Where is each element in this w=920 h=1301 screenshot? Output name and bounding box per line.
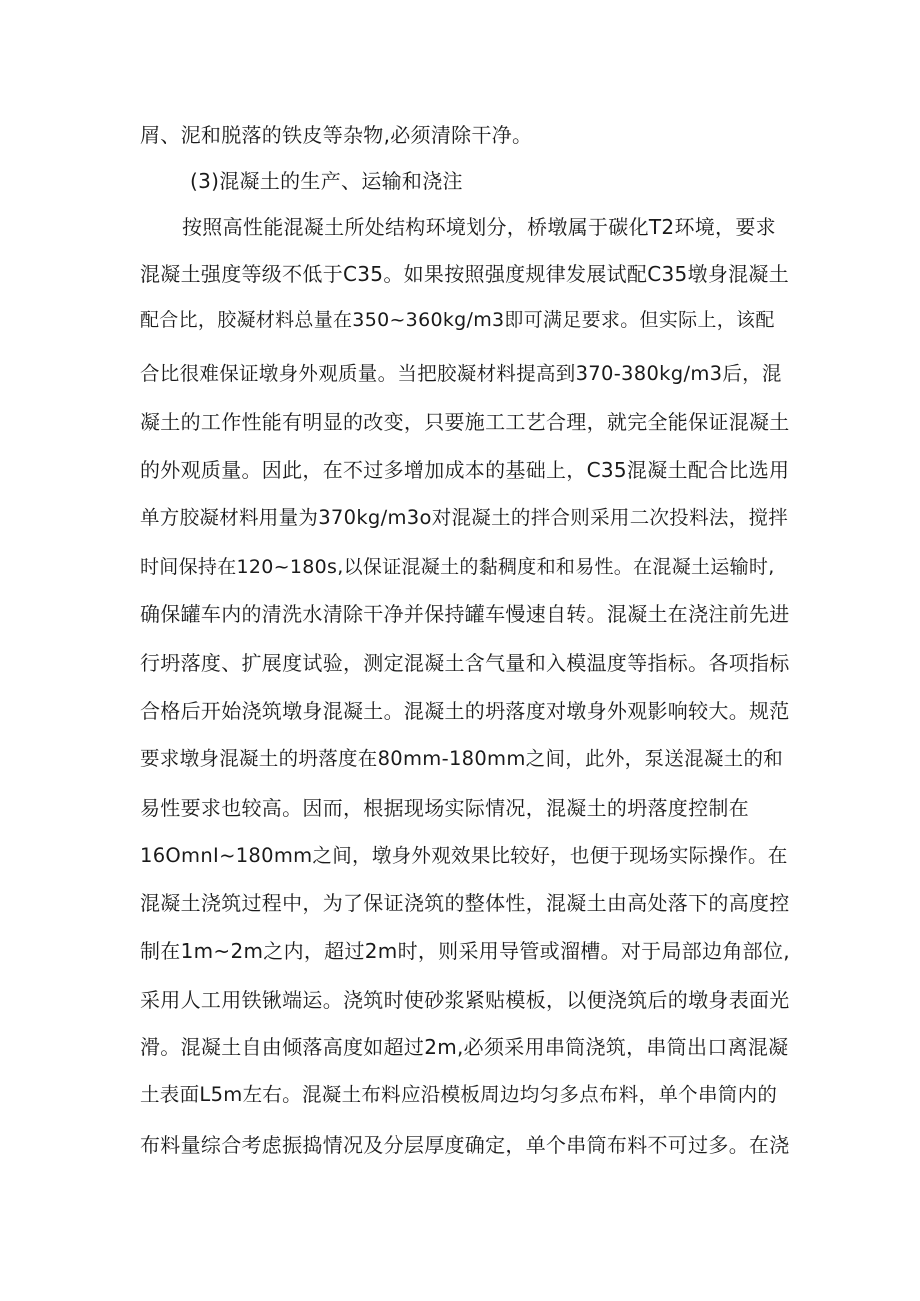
- text-line-16: 16OmnI~180mm之间，墩身外观效果比较好，也便于现场实际操作。在: [140, 844, 788, 867]
- text-line-15: 易性要求也较高。因而，根据现场实际情况，混凝土的坍落度控制在: [140, 796, 749, 820]
- text-line-21: 土表面L5m左右。混凝土布料应沿模板周边均匀多点布料，单个串筒内的: [140, 1083, 778, 1106]
- text-line-14: 要求墩身混凝土的坍落度在80mm-180mm之间，此外，泵送混凝土的和: [140, 747, 784, 770]
- text-line-9: 单方胶凝材料用量为370kg∕m3o对混凝土的拌合则采用二次投料法，搅拌: [140, 506, 789, 529]
- text-line-6: 合比很难保证墩身外观质量。当把胶凝材料提高到370-380kg∕m3后，混: [140, 362, 782, 385]
- text-line-4: 混凝土强度等级不低于C35。如果按照强度规律发展试配C35墩身混凝土: [140, 262, 790, 286]
- text-line-10: 时间保持在120~180s,以保证混凝土的黏稠度和和易性。在混凝土运输时,: [140, 556, 775, 578]
- text-line-13: 合格后开始浇筑墩身混凝土。混凝土的坍落度对墩身外观影响较大。规范: [140, 699, 790, 723]
- text-line-11: 确保罐车内的清洗水清除干净并保持罐车慢速自转。混凝土在浇注前先进: [140, 602, 790, 626]
- text-line-22: 布料量综合考虑振捣情况及分层厚度确定，单个串筒布料不可过多。在浇: [140, 1133, 790, 1157]
- text-line-5: 配合比，胶凝材料总量在350~360kg∕m3即可满足要求。但实际上，该配: [140, 309, 775, 331]
- text-line-3: 按照高性能混凝土所处结构环境划分，桥墩属于碳化T2环境，要求: [182, 215, 776, 239]
- text-line-8: 的外观质量。因此，在不过多增加成本的基础上，C35混凝土配合比选用: [140, 458, 790, 482]
- text-line-7: 凝土的工作性能有明显的改变，只要施工工艺合理，就完全能保证混凝土: [140, 410, 790, 434]
- text-line-19: 采用人工用铁锹端运。浇筑时使砂浆紧贴模板，以便浇筑后的墩身表面光: [140, 988, 790, 1012]
- section-heading: (3)混凝土的生产、运输和浇注: [190, 169, 463, 193]
- text-line-17: 混凝土浇筑过程中，为了保证浇筑的整体性，混凝土由高处落下的高度控: [140, 891, 790, 915]
- text-line-18: 制在1m~2m之内，超过2m时，则采用导管或溜槽。对于局部边角部位,: [140, 939, 790, 963]
- text-line-1: 屑、泥和脱落的铁皮等杂物,必须清除干净。: [140, 123, 533, 147]
- text-line-20: 滑。混凝土自由倾落高度如超过2m,必须采用串筒浇筑，串筒出口离混凝: [140, 1035, 789, 1059]
- text-line-12: 行坍落度、扩展度试验，测定混凝土含气量和入模温度等指标。各项指标: [140, 651, 790, 675]
